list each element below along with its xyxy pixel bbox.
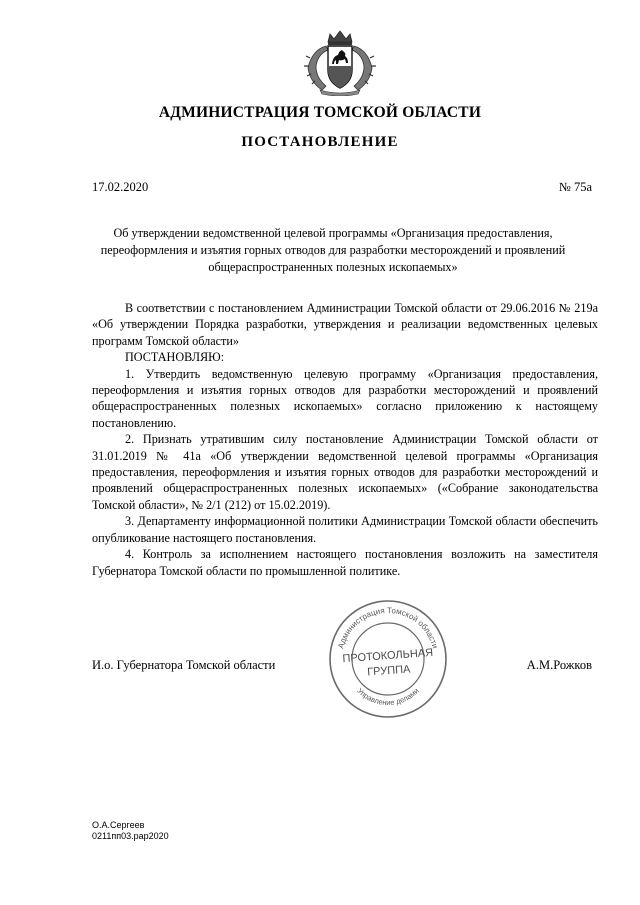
stamp-ring-text-bottom: Управление делами	[355, 686, 421, 708]
document-number: № 75а	[558, 180, 592, 194]
resolution-item: 2. Признать утратившим силу постановление Администрации Томской области от 31.01.2019 № 41а «Об утверждении ведомственной целевой программы «Организация предоставления, переоформления и изъятия горных отводов для разработки месторождений и проявлений общераспространенных полезных ископаемых» («Собрание законодательства Томской области», № 2/1 (212) от 15.02.2019).	[92, 432, 598, 512]
document-body	[92, 300, 598, 579]
resolution-item: 3. Департаменту информационной политики Администрации Томской области обеспечить опубликование настоящего постановления.	[92, 514, 598, 545]
preamble-paragraph: В соответствии с постановлением Администрации Томской области от 29.06.2016 № 219а «Об утверждении Порядка разработки, утверждения и реализации ведомственных целевых программ Томской области»	[92, 301, 598, 348]
signer-name: А.М.Рожков	[526, 658, 592, 672]
footer	[92, 820, 169, 842]
document-subject: Об утверждении ведомственной целевой программы «Организация предоставления, переоформления и изъятия горных отводов для разработки месторождений и проявлений общераспространенных полезных ископаемых»	[100, 226, 566, 274]
file-reference: 0211пп03.рар2020	[92, 831, 169, 841]
signer-role: И.о. Губернатора Томской области	[92, 658, 276, 672]
tomsk-oblast-coat-of-arms-icon	[298, 28, 382, 96]
resolution-item: 1. Утвердить ведомственную целевую программу «Организация предоставления, переоформления и изъятия горных отводов для разработки месторождений и проявлений общераспространенных полезных ископаемых» согласно приложению к настоящему постановлению.	[92, 366, 598, 430]
svg-text:Управление делами	[355, 686, 420, 707]
official-stamp	[326, 597, 450, 721]
resolve-heading: ПОСТАНОВЛЯЮ:	[125, 350, 225, 365]
document-date: 17.02.2020	[92, 180, 149, 194]
stamp-ring-text: Администрация Томской области	[336, 605, 440, 650]
stamp-center-line1: ПРОТОКОЛЬНАЯ	[342, 646, 434, 666]
organization-title: АДМИНИСТРАЦИЯ ТОМСКОЙ ОБЛАСТИ	[158, 104, 482, 121]
executor-name: О.А.Сергеев	[92, 820, 145, 830]
svg-text:Администрация Томской области	[336, 606, 439, 650]
document-type-title: ПОСТАНОВЛЕНИЕ	[241, 134, 399, 150]
stamp-center-line2: ГРУППА	[366, 663, 411, 679]
resolution-item: 4. Контроль за исполнением настоящего постановления возложить на заместителя Губернатора Томской области по промышленной политике.	[92, 547, 598, 578]
